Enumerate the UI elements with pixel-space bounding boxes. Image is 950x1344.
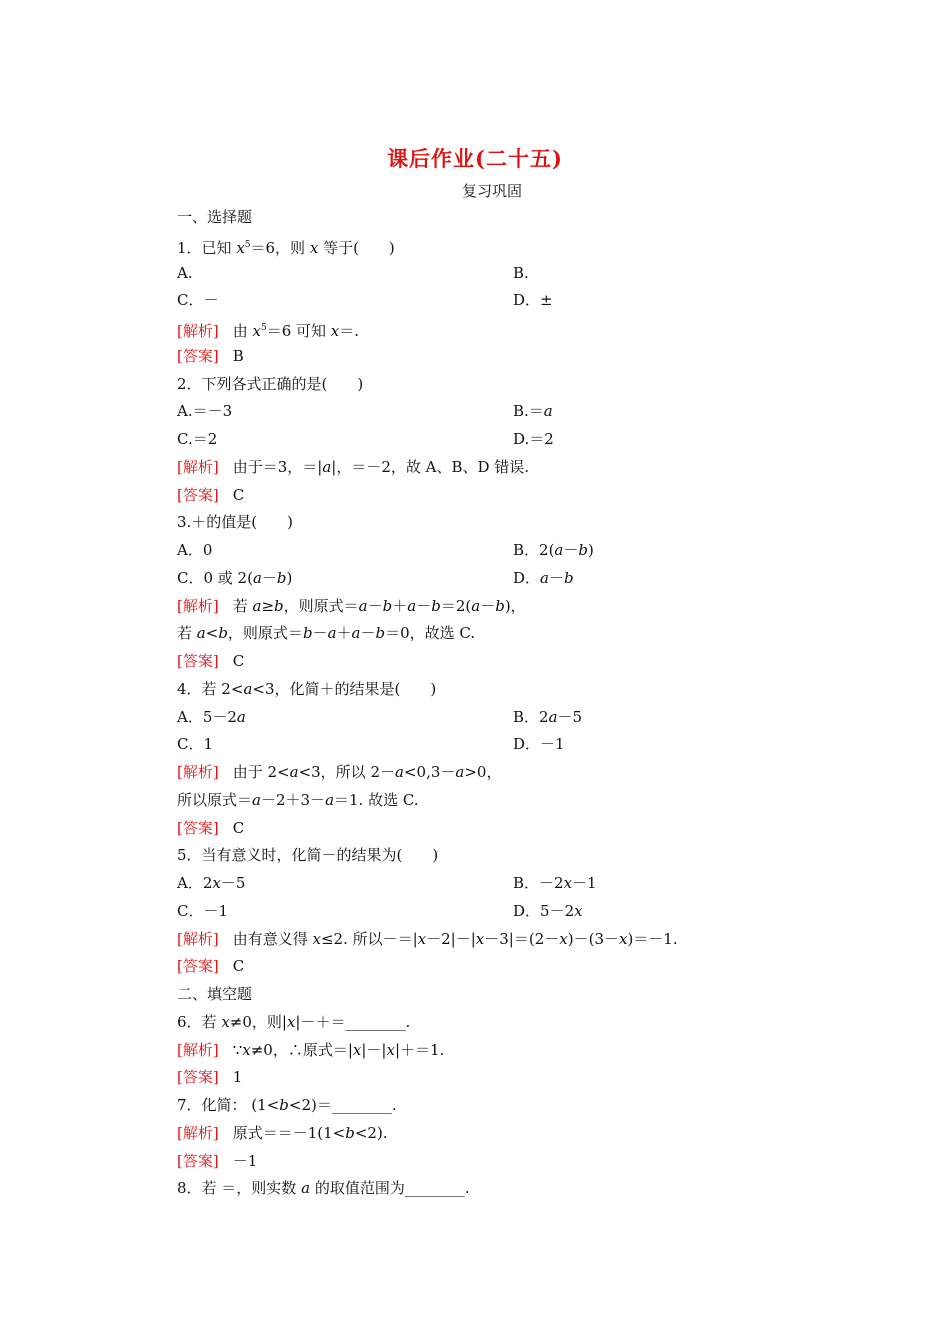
- option-d: D．5－2x: [513, 901, 583, 920]
- question-3-answer: [答案] C: [177, 652, 245, 670]
- analysis-tag: [解析]: [177, 322, 219, 340]
- question-5-stem: 5．当有意义时，化简－的结果为( ): [177, 846, 439, 865]
- answer-tag: [答案]: [177, 346, 219, 365]
- question-7-analysis: [解析] 原式＝＝－1(1<b<2).: [177, 1123, 388, 1142]
- answer-tag: [答案]: [177, 957, 219, 976]
- question-7-answer: [答案] －1: [177, 1151, 258, 1170]
- question-4-options-cd: [177, 731, 797, 759]
- option-a: A．2x－5: [177, 874, 246, 892]
- question-1-stem: 1．已知 $x^5=6$，则 x 等于( ): [177, 238, 395, 257]
- answer-tag: [答案]: [177, 818, 219, 837]
- question-2-options-cd: [177, 426, 797, 454]
- option-a: A．0: [177, 541, 213, 559]
- question-4-options-ab: [177, 704, 797, 732]
- question-3-stem: 3.＋的值是( ): [177, 513, 294, 532]
- answer-tag: [答案]: [177, 652, 219, 670]
- option-d: D．a－b: [513, 568, 574, 587]
- question-4-answer: [答案] C: [177, 818, 245, 837]
- question-2-analysis: [解析] 由于＝3，＝|a|，＝－2，故 A、B、D 错误.: [177, 457, 530, 476]
- option-c: C．－: [177, 291, 219, 310]
- option-a: A.＝－3: [177, 402, 233, 421]
- option-d: D．－1: [513, 735, 565, 754]
- question-6-answer: [答案] 1: [177, 1068, 243, 1087]
- question-3-analysis-cont: 若 a<b，则原式＝b－a＋a－b＝0，故选 C.: [177, 624, 476, 643]
- option-d: D.＝2: [513, 430, 554, 448]
- question-1-analysis: [解析] 由 $x^5=6$ 可知 x＝.: [177, 322, 360, 340]
- question-5-analysis: [解析] 由有意义得 x≤2. 所以－＝|x－2|－|x－3|＝(2－x)－(3－x)＝－1.: [177, 929, 678, 948]
- analysis-tag: [解析]: [177, 929, 219, 948]
- exercise-content: [177, 204, 797, 1203]
- option-b: B．2(a－b): [513, 541, 594, 559]
- question-5-options-ab: [177, 870, 797, 898]
- option-c: C．0 或 2(a－b): [177, 568, 293, 587]
- analysis-tag: [解析]: [177, 763, 219, 781]
- page-subtitle: 复习巩固: [461, 182, 522, 200]
- question-6-stem: 6．若 x≠0，则|x|－＋＝________.: [177, 1012, 411, 1031]
- question-4-stem: 4．若 2<a<3，化简＋的结果是( ): [177, 679, 437, 698]
- option-c: C.＝2: [177, 430, 218, 448]
- question-3-options-cd: [177, 565, 797, 593]
- question-2-options-ab: [177, 398, 797, 426]
- analysis-tag: [解析]: [177, 1123, 219, 1142]
- question-3-analysis: [解析] 若 a≥b，则原式＝a－b＋a－b＝2(a－b)，: [177, 596, 526, 615]
- option-b: B.＝a: [513, 402, 553, 421]
- answer-tag: [答案]: [177, 1151, 219, 1170]
- option-c: C．－1: [177, 901, 229, 920]
- question-2-answer: [答案] C: [177, 485, 245, 504]
- answer-tag: [答案]: [177, 1068, 219, 1087]
- question-5-answer: [答案] C: [177, 957, 245, 976]
- question-5-options-cd: [177, 898, 797, 926]
- question-2-stem: 2．下列各式正确的是( ): [177, 374, 364, 393]
- page-title: 课后作业(二十五): [387, 146, 563, 171]
- section-heading-choice: 一、选择题: [177, 208, 253, 226]
- option-a: A．5－2a: [177, 707, 246, 726]
- question-7-stem: 7．化简： (1<b<2)＝________.: [177, 1096, 397, 1114]
- question-1-options-ab: [177, 260, 797, 288]
- option-d: D．±: [513, 291, 553, 310]
- analysis-tag: [解析]: [177, 596, 219, 615]
- question-6-analysis: [解析] ∵x≠0，∴原式＝|x|－|x|＋＝1.: [177, 1040, 445, 1059]
- section-heading-fill: 二、填空题: [177, 985, 253, 1003]
- question-4-analysis-cont: 所以原式＝a－2＋3－a＝1. 故选 C.: [177, 790, 419, 809]
- option-a: A.: [177, 263, 193, 282]
- analysis-tag: [解析]: [177, 457, 219, 476]
- question-1-options-cd: [177, 287, 797, 315]
- analysis-tag: [解析]: [177, 1040, 219, 1059]
- question-1-answer: [答案] B: [177, 346, 244, 365]
- question-3-options-ab: [177, 537, 797, 565]
- question-8-stem: 8．若 ＝，则实数 a 的取值范围为________.: [177, 1179, 470, 1198]
- option-c: C．1: [177, 735, 214, 754]
- option-b: B．－2x－1: [513, 874, 597, 892]
- question-4-analysis: [解析] 由于 2<a<3，所以 2－a<0,3－a>0，: [177, 763, 502, 781]
- answer-tag: [答案]: [177, 485, 219, 504]
- option-b: B.: [513, 263, 529, 282]
- option-b: B．2a－5: [513, 707, 583, 726]
